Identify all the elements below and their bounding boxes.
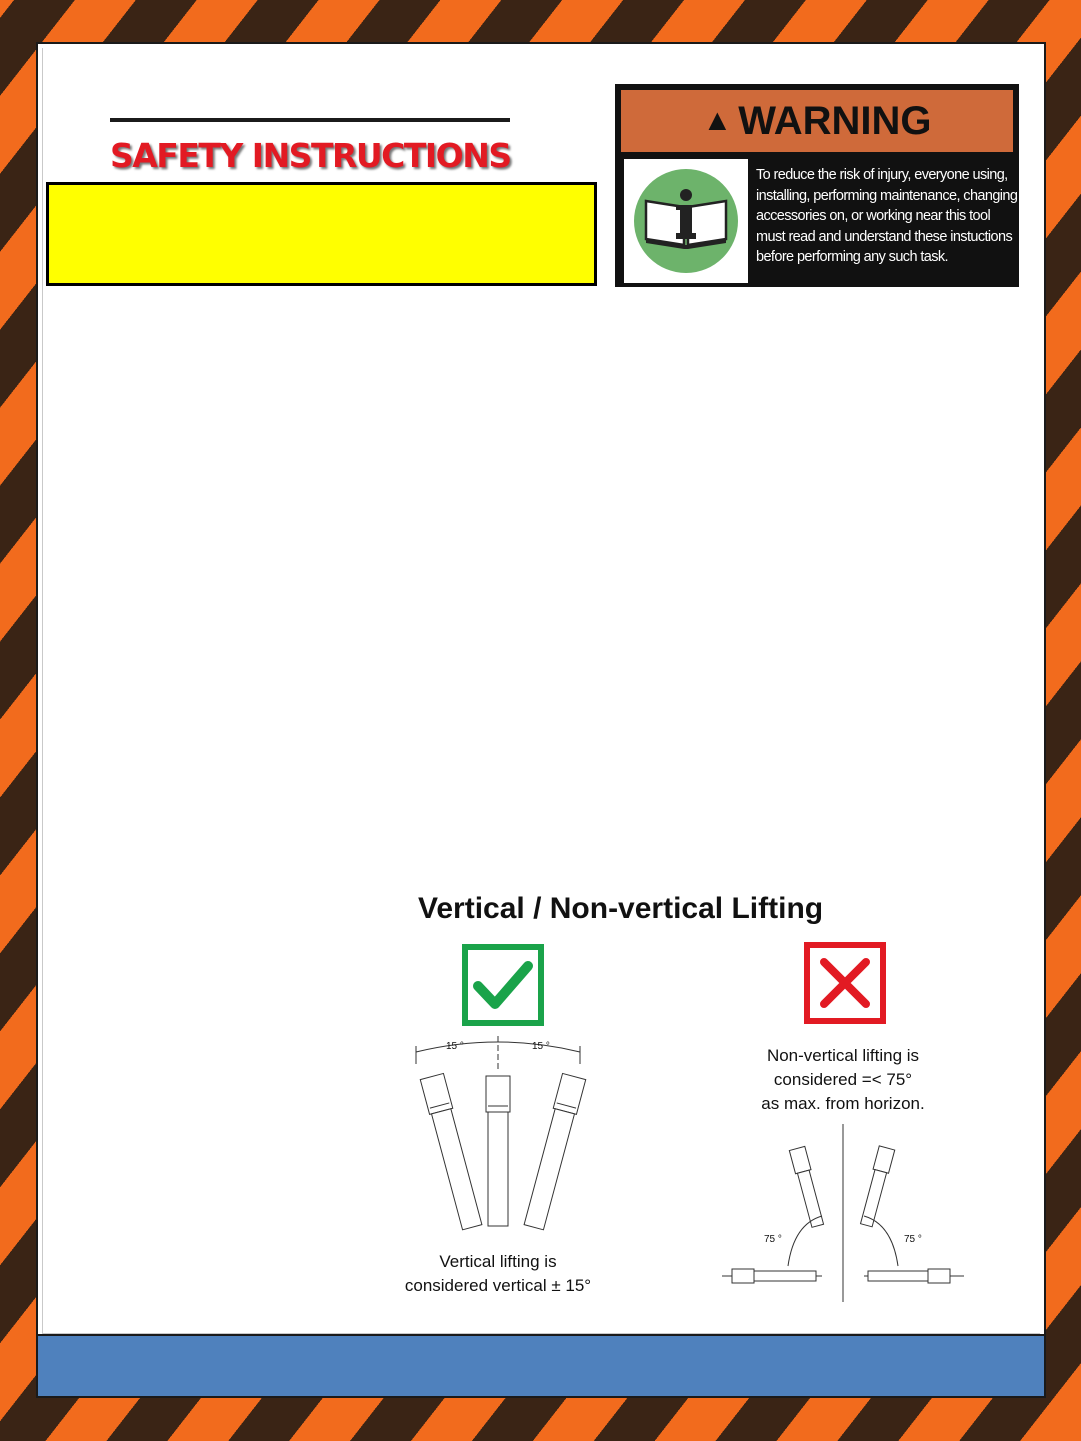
footer-bar <box>38 1334 1044 1396</box>
vertical-caption-line1: Vertical lifting is <box>439 1252 557 1271</box>
read-manual-icon <box>624 159 748 283</box>
cross-icon <box>804 942 886 1024</box>
angle-label-right: 15 ° <box>532 1041 550 1052</box>
highlight-box <box>46 182 597 286</box>
non-vertical-caption-line1: Non-vertical lifting is <box>766 1046 920 1065</box>
warning-heading: WARNING <box>738 98 932 143</box>
vertical-caption-line2: considered vertical ± 15° <box>404 1276 592 1295</box>
non-vertical-angle-left: 75 ° <box>764 1234 782 1245</box>
non-vertical-lifting-diagram <box>718 1124 968 1304</box>
warning-text: To reduce the risk of injury, everyone using, installing, performing maintenance, changing accessories on, or working near this tool must read and understand these instuctions before performing any such task. <box>756 167 1018 265</box>
manual-page <box>36 42 1046 1398</box>
checkmark-icon <box>462 944 544 1026</box>
warning-header <box>621 90 1013 152</box>
title-rule <box>110 118 510 122</box>
non-vertical-caption-line3: as max. from horizon. <box>761 1094 925 1113</box>
angle-label-left: 15 ° <box>446 1041 464 1052</box>
non-vertical-caption <box>738 1044 948 1116</box>
vertical-caption <box>388 1250 608 1298</box>
figure-title: Vertical / Non-vertical Lifting <box>418 892 824 925</box>
vertical-lifting-diagram <box>408 1034 598 1239</box>
page-title: SAFETY INSTRUCTIONS <box>110 136 511 175</box>
warning-panel <box>615 84 1019 287</box>
non-vertical-angle-right: 75 ° <box>904 1234 922 1245</box>
non-vertical-caption-line2: considered =< 75° <box>773 1070 913 1089</box>
warning-triangle-icon: ▲ <box>702 104 733 137</box>
